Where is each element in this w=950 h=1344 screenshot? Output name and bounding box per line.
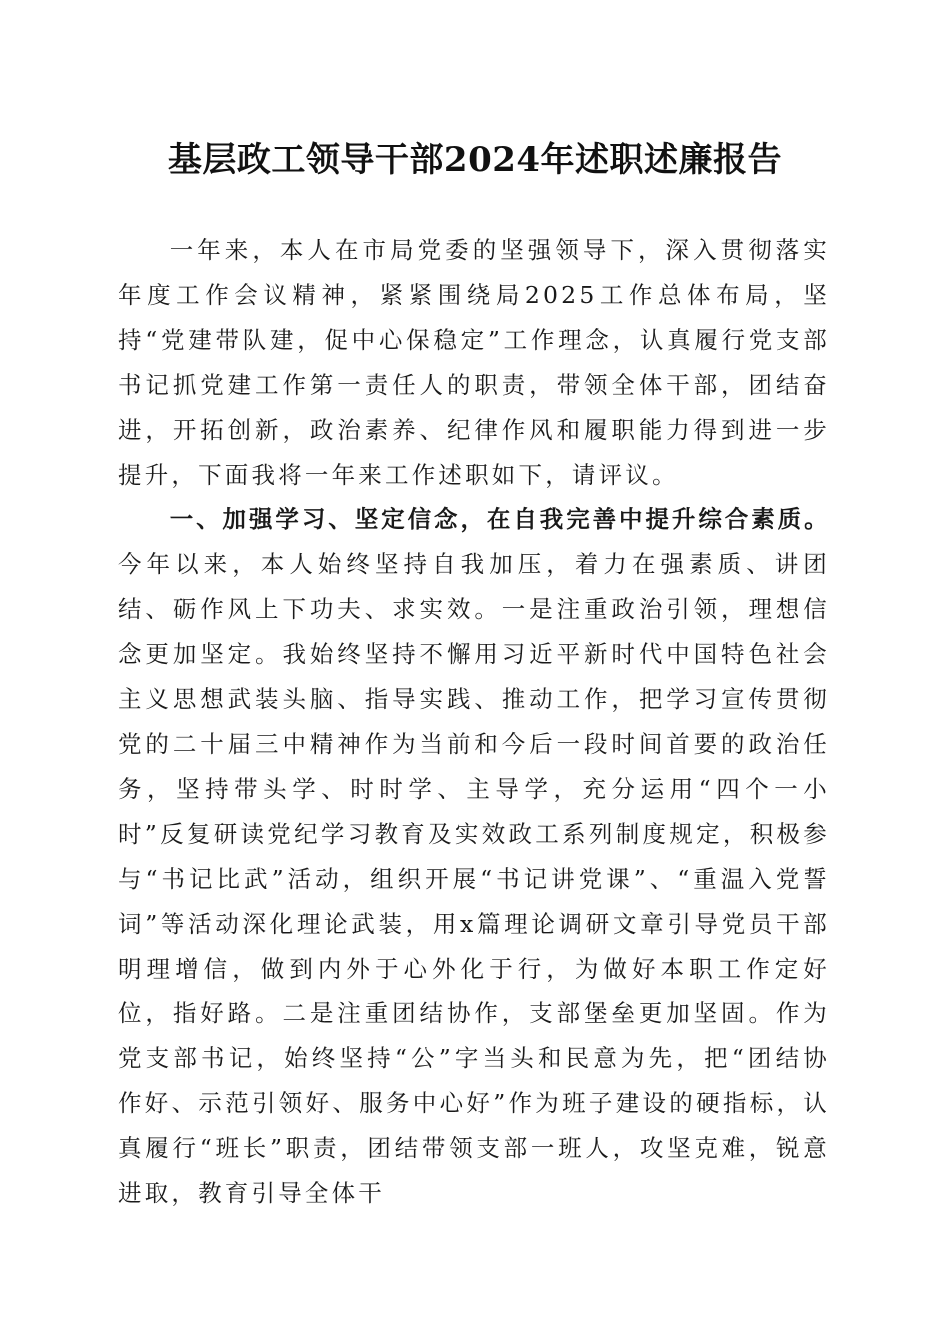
section-1-body: 今年以来，本人始终坚持自我加压，着力在强素质、讲团结、砺作风上下功夫、求实效。一是注重政治引领，理想信念更加坚定。我始终坚持不懈用习近平新时代中国特色社会主义思想武装头脑、指导实践、推动工作，把学习宣传贯彻党的二十届三中精神作为当前和今后一段时间首要的政治任务，坚持带头学、时时学、主导学，充分运用“四个一小时”反复研读党纪学习教育及实效政工系列制度规定，积极参与“书记比武”活动，组织开展“书记讲党课”、“重温入党誓词”等活动深化理论武装，用x篇理论调研文章引导党员干部明理增信，做到内外于心外化于行，为做好本职工作定好位，指好路。二是注重团结协作，支部堡垒更加坚固。作为党支部书记，始终坚持“公”字当头和民意为先，把“团结协作好、示范引领好、服务中心好”作为班子建设的硬指标，认真履行“班长”职责，团结带领支部一班人，攻坚克难，锐意进取，教育引导全体干 (118, 550, 830, 1208)
document-body (118, 228, 830, 1216)
section-1-heading: 一、加强学习、坚定信念，在自我完善中提升综合素质。 (169, 505, 830, 534)
intro-paragraph: 一年来，本人在市局党委的坚强领导下，深入贯彻落实年度工作会议精神，紧紧围绕局2025工作总体布局，坚持“党建带队建，促中心保稳定”工作理念，认真履行党支部书记抓党建工作第一责任人的职责，带领全体干部，团结奋进，开拓创新，政治素养、纪律作风和履职能力得到进一步提升，下面我将一年来工作述职如下，请评议。 (118, 236, 830, 489)
section-1-paragraph (118, 497, 830, 1216)
document-title: 基层政工领导干部2024年述职述廉报告 (167, 140, 783, 180)
